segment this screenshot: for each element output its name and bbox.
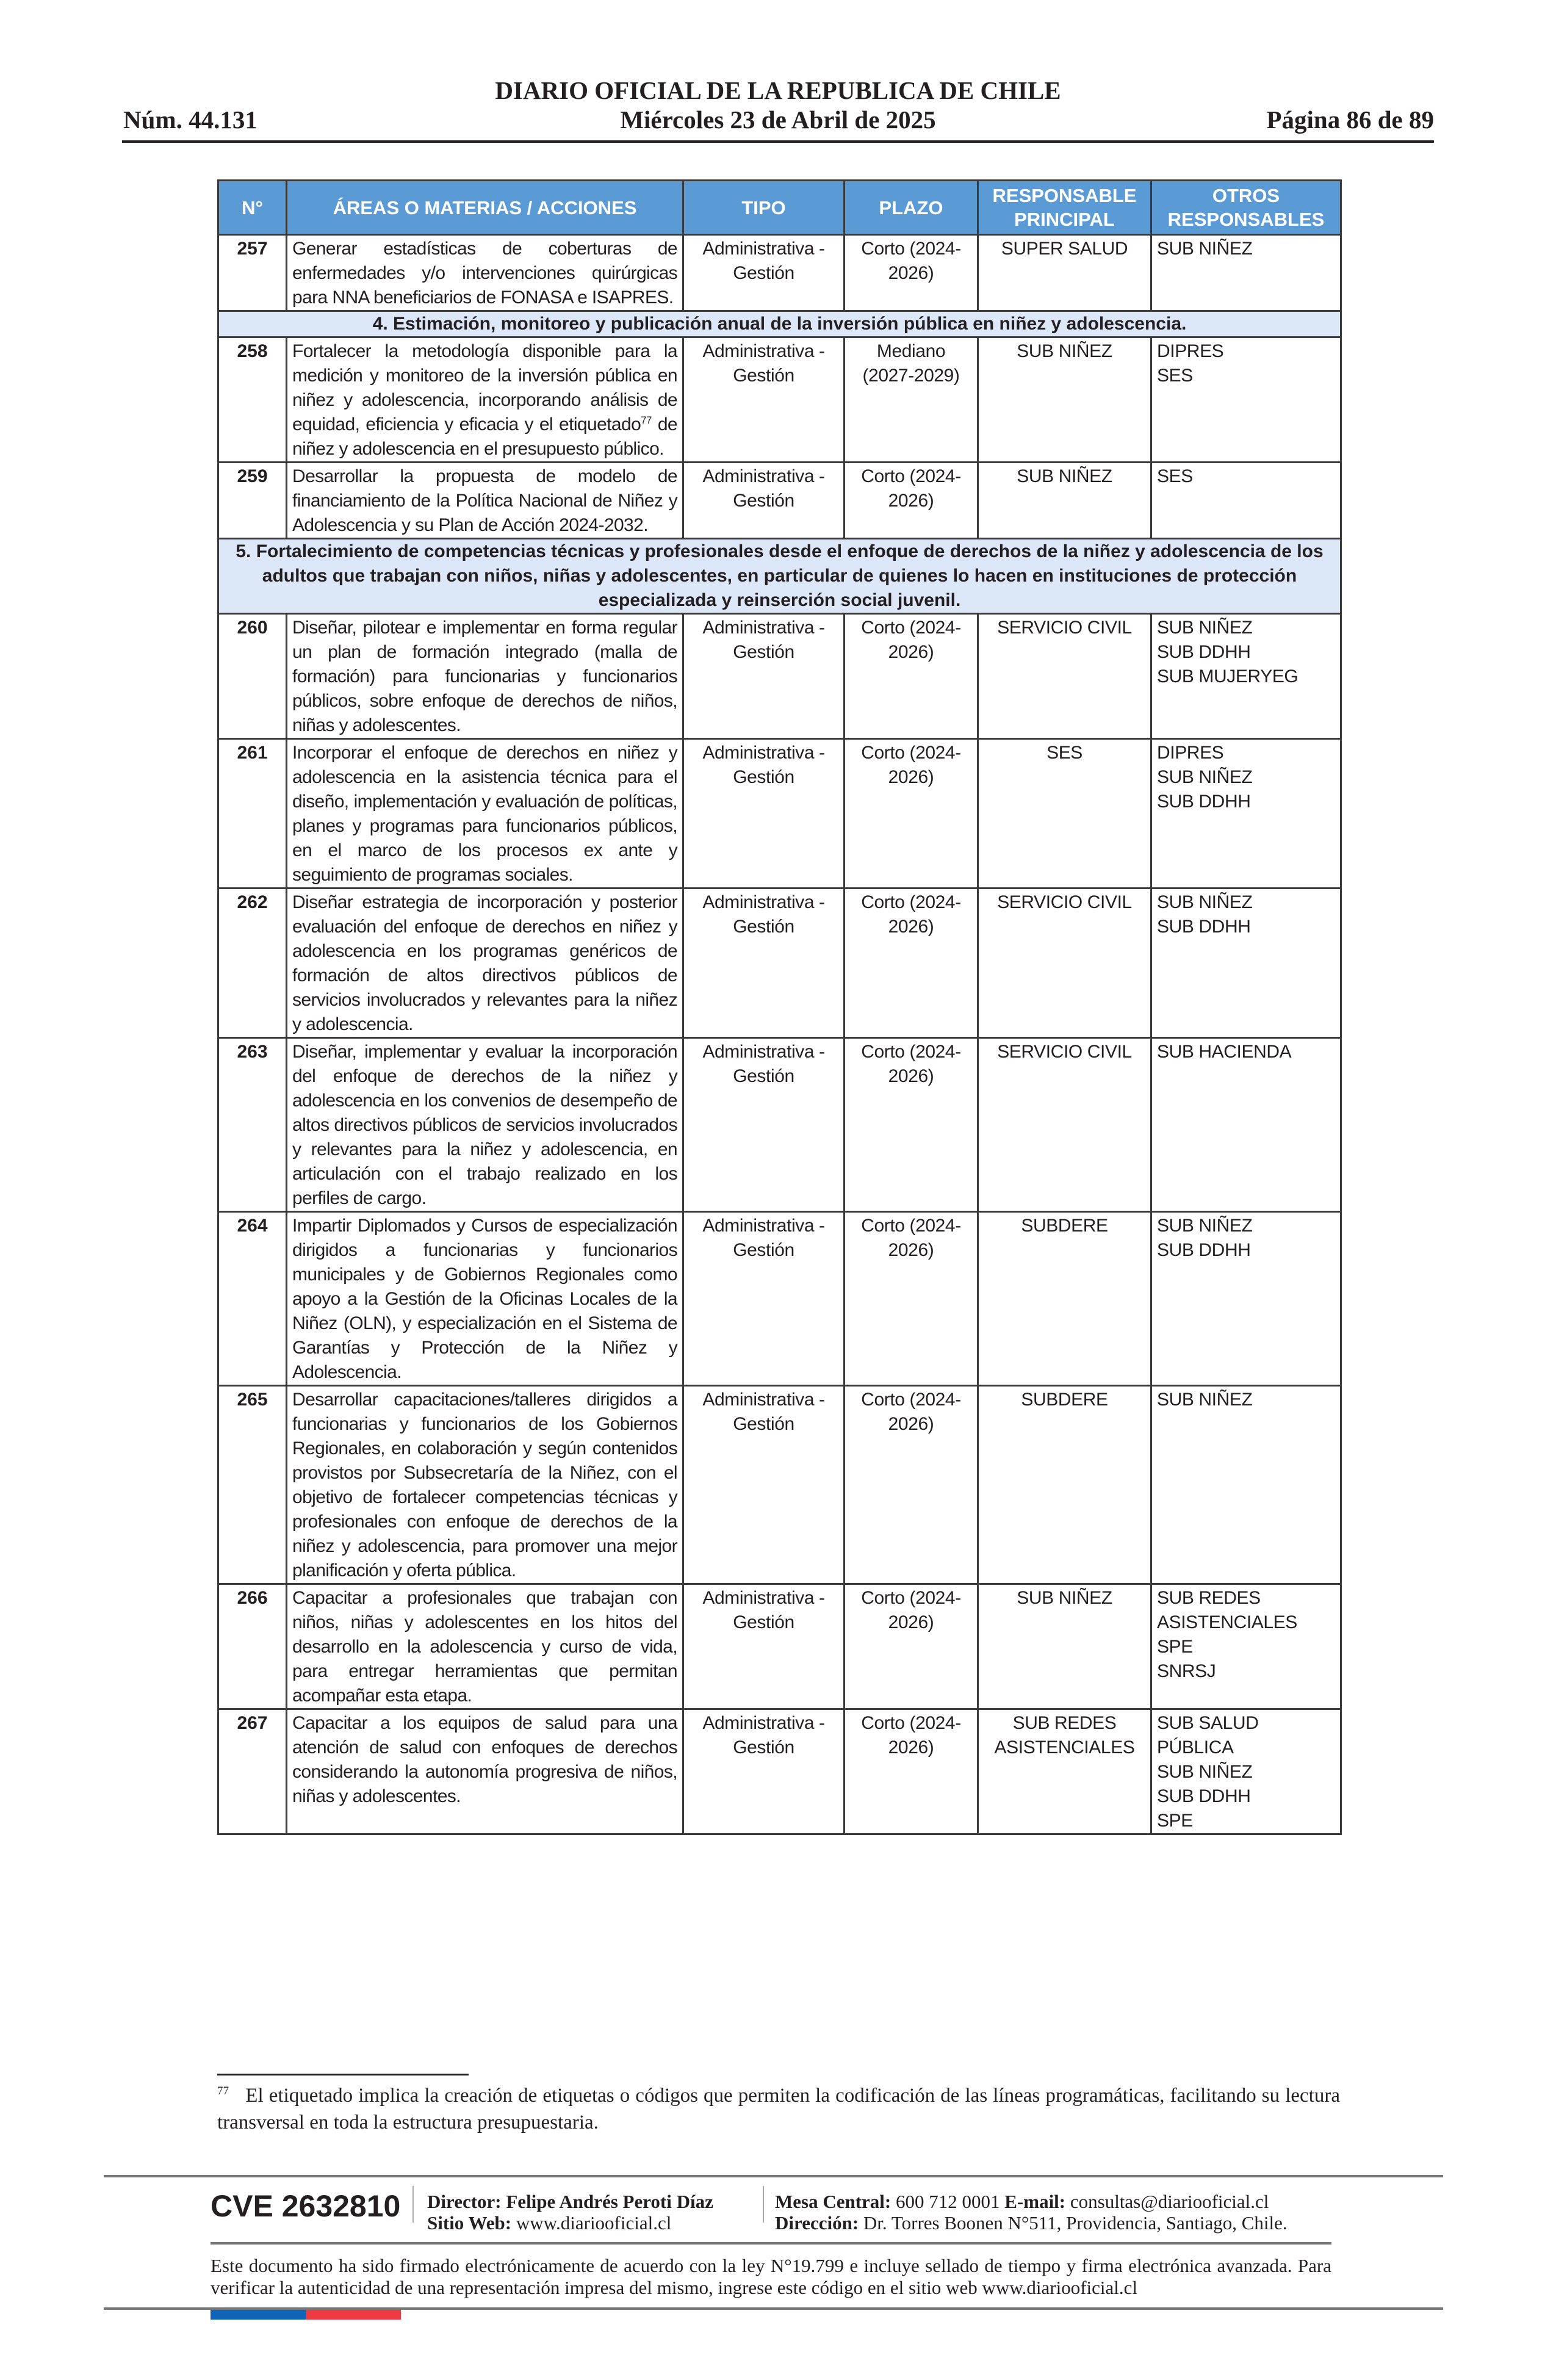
description-text: Capacitar a profesionales que trabajan con niños, niñas y adolescentes en los hitos del desarrollo en la adolescencia y curso de vida, para entregar herramientas que permitan acompañar esta etapa. [292,1588,677,1706]
director-label: Director: [427,2191,502,2212]
table-row [218,889,1341,1038]
other-responsibles [1151,463,1341,539]
other-responsibles [1151,614,1341,739]
action-type: Administrativa - Gestión [683,614,845,739]
director-name: Felipe Andrés Peroti Díaz [506,2191,713,2212]
action-type: Administrativa - Gestión [683,739,845,889]
section-heading: 5. Fortalecimiento de competencias técnicas y profesionales desde el enfoque de derechos de la niñez y adolescencia de los adultos que trabajan con niños, niñas y adolescentes, en particular de quienes lo hacen en instituciones de protección especializada y reinserción social juvenil. [218,539,1341,614]
footnote-text: El etiquetado implica la creación de etiquetas o códigos que permiten la codificación de las líneas programáticas, facilitando su lectura transversal en toda la estructura presupuestaria. [217,2085,1341,2133]
action-number: 258 [218,337,287,463]
section-row [218,311,1341,337]
action-description [287,1212,683,1386]
description-text: Desarrollar capacitaciones/talleres dirigidos a funcionarias y funcionarios de los Gobiernos Regionales, en colaboración y según contenidos provistos por Subsecretaría de la Niñez, con el objetivo de fortalecer competencias técnicas y profesionales con enfoque de derechos de la niñez y adolescencia, para promover una mejor planificación y oferta pública. [292,1390,677,1581]
other-responsible: SUB MUJERYEG [1157,666,1298,687]
column-header: OTROS RESPONSABLES [1151,181,1341,235]
action-number: 262 [218,889,287,1038]
flag-stripe-red [306,2310,401,2320]
action-term: Corto (2024-2026) [845,1584,978,1709]
main-responsible: SUBDERE [978,1212,1151,1386]
cve-code: CVE 2632810 [211,2189,401,2223]
other-responsible: SUB NIÑEZ [1157,767,1253,787]
column-header: TIPO [683,181,845,235]
action-description [287,235,683,311]
table-row [218,1038,1341,1212]
address-label: Dirección: [775,2212,859,2234]
action-description [287,1386,683,1584]
action-description [287,337,683,463]
issue-date: Miércoles 23 de Abril de 2025 [620,106,936,134]
footnote [217,2082,1340,2136]
footer-separator [763,2186,764,2223]
description-text: de niñez y adolescencia en el presupuesto público. [292,414,678,459]
table-row [218,337,1341,463]
issue-number: Núm. 44.131 [123,106,258,134]
action-term: Corto (2024-2026) [845,1709,978,1834]
other-responsible: SUB HACIENDA [1157,1042,1292,1062]
description-text: Fortalecer la metodología disponible para la medición y monitoreo de la inversión pública en niñez y adolescencia, incorporando análisis de equidad, eficiencia y eficacia y el etiquetado [292,341,677,435]
table-header-row [218,181,1341,235]
other-responsible: SNRSJ [1157,1661,1216,1681]
action-number: 266 [218,1584,287,1709]
action-term: Corto (2024-2026) [845,614,978,739]
email-label: E-mail: [1004,2191,1066,2212]
description-text: Diseñar, pilotear e implementar en forma regular un plan de formación integrado (malla de formación) para funcionarias y funcionarios públicos, sobre enfoque de derechos de niños, niñas y adolescentes. [292,618,677,735]
other-responsible: SUB NIÑEZ [1157,1216,1253,1236]
mesa-phone: 600 712 0001 [896,2191,1000,2212]
other-responsible: SUB DDHH [1157,1786,1251,1806]
action-number: 257 [218,235,287,311]
action-number: 264 [218,1212,287,1386]
table-row [218,614,1341,739]
mesa-label: Mesa Central: [775,2191,891,2212]
page-number: Página 86 de 89 [1266,106,1434,134]
action-description [287,1038,683,1212]
table-row [218,463,1341,539]
footnote-divider [217,2074,469,2075]
legal-notice: Este documento ha sido firmado electrónicamente de acuerdo con la ley N°19.799 e incluye sellado de tiempo y firma electrónica avanzada. Para verificar la autenticidad de una representación impresa del mismo, ingrese este código en el sitio web www.diariooficial.cl [211,2255,1331,2298]
other-responsible: SPE [1157,1637,1193,1657]
action-description [287,463,683,539]
other-responsibles [1151,739,1341,889]
description-text: Capacitar a los equipos de salud para una atención de salud con enfoques de derechos considerando la autonomía progresiva de niños, niñas y adolescentes. [292,1713,677,1806]
action-term: Corto (2024-2026) [845,1038,978,1212]
description-text: Impartir Diplomados y Cursos de especialización dirigidos a funcionarias y funcionarios municipales y de Gobiernos Regionales como apoyo a la Gestión de la Oficinas Locales de la Niñez (OLN), y especialización en el Sistema de Garantías y Protección de la Niñez y Adolescencia. [292,1216,677,1382]
main-responsible: SES [978,739,1151,889]
table-row [218,1386,1341,1584]
section-heading: 4. Estimación, monitoreo y publicación anual de la inversión pública en niñez y adolescencia. [218,311,1341,337]
action-type: Administrativa - Gestión [683,337,845,463]
main-responsible: SERVICIO CIVIL [978,1038,1151,1212]
main-responsible: SUB NIÑEZ [978,463,1151,539]
newspaper-title: DIARIO OFICIAL DE LA REPUBLICA DE CHILE [495,76,1061,104]
other-responsible: SUB SALUD PÚBLICA [1157,1713,1259,1758]
action-term: Corto (2024-2026) [845,739,978,889]
other-responsible: DIPRES [1157,341,1224,361]
column-header: ÁREAS O MATERIAS / ACCIONES [287,181,683,235]
description-text: Diseñar, implementar y evaluar la incorporación del enfoque de derechos de la niñez y adolescencia en los convenios de desempeño de altos directivos públicos de servicios involucrados y relevantes para la niñez y adolescencia, en articulación con el trabajo realizado en los perfiles de cargo. [292,1042,677,1208]
footer-divider [104,2175,1443,2177]
other-responsible: SUB REDES ASISTENCIALES [1157,1588,1297,1632]
main-responsible: SUPER SALUD [978,235,1151,311]
other-responsibles [1151,235,1341,311]
footer-contact-block [775,2191,1288,2234]
other-responsible: SES [1157,366,1193,386]
action-term: Corto (2024-2026) [845,1386,978,1584]
footnote-mark: 77 [217,2085,229,2097]
other-responsible: DIPRES [1157,743,1224,763]
other-responsibles [1151,1212,1341,1386]
other-responsibles [1151,1386,1341,1584]
action-description [287,1709,683,1834]
action-term: Corto (2024-2026) [845,1212,978,1386]
column-header: PLAZO [845,181,978,235]
other-responsibles [1151,889,1341,1038]
other-responsibles [1151,1709,1341,1834]
description-text: Desarrollar la propuesta de modelo de financiamiento de la Política Nacional de Niñez y Adolescencia y su Plan de Acción 2024-2032. [292,466,677,535]
web-label: Sitio Web: [427,2212,512,2234]
action-type: Administrativa - Gestión [683,1038,845,1212]
action-number: 267 [218,1709,287,1834]
header-divider [122,140,1434,143]
action-description [287,739,683,889]
action-number: 263 [218,1038,287,1212]
footer-divider [211,2242,1331,2245]
address: Dr. Torres Boonen N°511, Providencia, Santiago, Chile. [863,2212,1288,2234]
main-responsible: SUB REDES ASISTENCIALES [978,1709,1151,1834]
table-body [218,235,1341,1834]
action-description [287,614,683,739]
email-link[interactable]: consultas@diariooficial.cl [1070,2191,1269,2212]
action-type: Administrativa - Gestión [683,235,845,311]
table-row [218,235,1341,311]
action-term: Corto (2024-2026) [845,235,978,311]
main-responsible: SUB NIÑEZ [978,1584,1151,1709]
action-description [287,1584,683,1709]
other-responsible: SUB DDHH [1157,1240,1251,1260]
description-text: Generar estadísticas de coberturas de enfermedades y/o intervenciones quirúrgicas para NNA beneficiarios de FONASA e ISAPRES. [292,239,677,308]
other-responsible: SUB NIÑEZ [1157,892,1253,912]
other-responsible: SUB DDHH [1157,642,1251,662]
footer-director-block [427,2191,713,2234]
other-responsible: SES [1157,466,1193,486]
action-number: 265 [218,1386,287,1584]
table-row [218,739,1341,889]
main-responsible: SUBDERE [978,1386,1151,1584]
action-description [287,889,683,1038]
main-responsible: SERVICIO CIVIL [978,614,1151,739]
column-header: RESPONSABLE PRINCIPAL [978,181,1151,235]
table-row [218,1584,1341,1709]
other-responsible: SUB NIÑEZ [1157,239,1253,259]
other-responsible: SUB NIÑEZ [1157,618,1253,638]
description-text: Diseñar estrategia de incorporación y posterior evaluación del enfoque de derechos en niñez y adolescencia en los programas genéricos de formación de altos directivos públicos de servicios involucrados y relevantes para la niñez y adolescencia. [292,892,677,1034]
table-row [218,1709,1341,1834]
other-responsibles [1151,1584,1341,1709]
other-responsible: SUB NIÑEZ [1157,1390,1253,1410]
web-link[interactable]: www.diariooficial.cl [516,2212,672,2234]
action-term: Mediano (2027-2029) [845,337,978,463]
other-responsibles [1151,337,1341,463]
main-responsible: SUB NIÑEZ [978,337,1151,463]
actions-table [217,179,1342,1835]
action-type: Administrativa - Gestión [683,1212,845,1386]
column-header: N° [218,181,287,235]
section-row [218,539,1341,614]
action-number: 260 [218,614,287,739]
action-number: 261 [218,739,287,889]
other-responsibles [1151,1038,1341,1212]
other-responsible: SUB DDHH [1157,792,1251,812]
other-responsible: SPE [1157,1811,1193,1831]
other-responsible: SUB DDHH [1157,917,1251,937]
footnote-reference: 77 [641,414,652,426]
table-row [218,1212,1341,1386]
action-type: Administrativa - Gestión [683,463,845,539]
footer-separator [412,2186,414,2223]
action-type: Administrativa - Gestión [683,1584,845,1709]
other-responsible: SUB NIÑEZ [1157,1762,1253,1782]
action-type: Administrativa - Gestión [683,889,845,1038]
action-term: Corto (2024-2026) [845,889,978,1038]
main-responsible: SERVICIO CIVIL [978,889,1151,1038]
flag-stripe-blue [211,2310,306,2320]
action-type: Administrativa - Gestión [683,1386,845,1584]
description-text: Incorporar el enfoque de derechos en niñez y adolescencia en la asistencia técnica para el diseño, implementación y evaluación de políticas, planes y programas para funcionarios públicos, en el marco de los procesos ex ante y seguimiento de programas sociales. [292,743,677,885]
action-number: 259 [218,463,287,539]
action-term: Corto (2024-2026) [845,463,978,539]
action-type: Administrativa - Gestión [683,1709,845,1834]
